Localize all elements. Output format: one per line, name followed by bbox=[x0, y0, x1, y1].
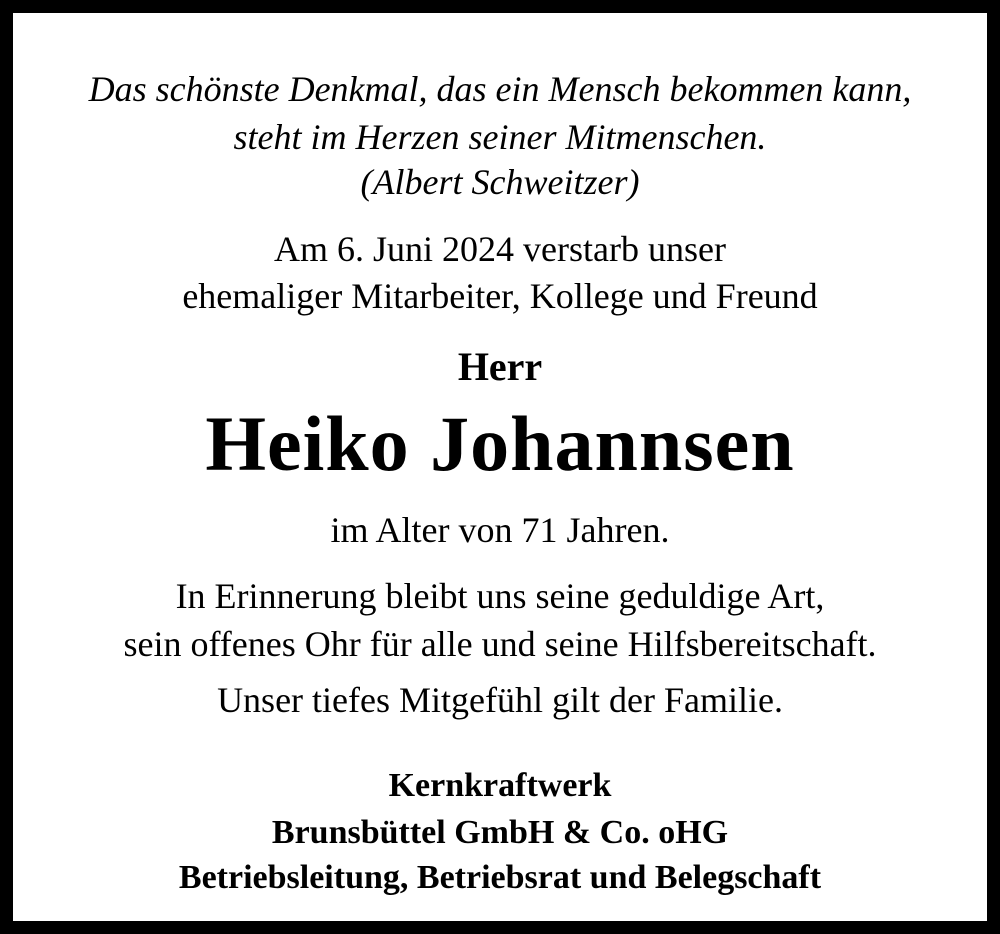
salutation: Herr bbox=[457, 344, 543, 389]
quote-line-2: steht im Herzen seiner Mitmenschen. bbox=[233, 117, 767, 157]
condolence-line: Unser tiefes Mitgefühl gilt der Familie. bbox=[217, 680, 783, 720]
age-line: im Alter von 71 Jahren. bbox=[330, 510, 670, 550]
announcement-line-2: ehemaliger Mitarbeiter, Kollege und Freund bbox=[182, 276, 818, 316]
announcement-line-1: Am 6. Juni 2024 verstarb unser bbox=[274, 229, 726, 269]
remembrance-line-2: sein offenes Ohr für alle und seine Hilfsbereitschaft. bbox=[123, 624, 877, 664]
signature-line-2: Brunsbüttel GmbH & Co. oHG bbox=[271, 814, 729, 851]
remembrance-line-1: In Erinnerung bleibt uns seine geduldige Art, bbox=[175, 576, 825, 616]
quote-line-1: Das schönste Denkmal, das ein Mensch bekommen kann, bbox=[88, 69, 912, 109]
deceased-name: Heiko Johannsen bbox=[205, 400, 795, 487]
signature-line-3: Betriebsleitung, Betriebsrat und Belegschaft bbox=[178, 859, 822, 896]
quote-author: (Albert Schweitzer) bbox=[360, 162, 640, 202]
signature-line-1: Kernkraftwerk bbox=[388, 767, 612, 804]
